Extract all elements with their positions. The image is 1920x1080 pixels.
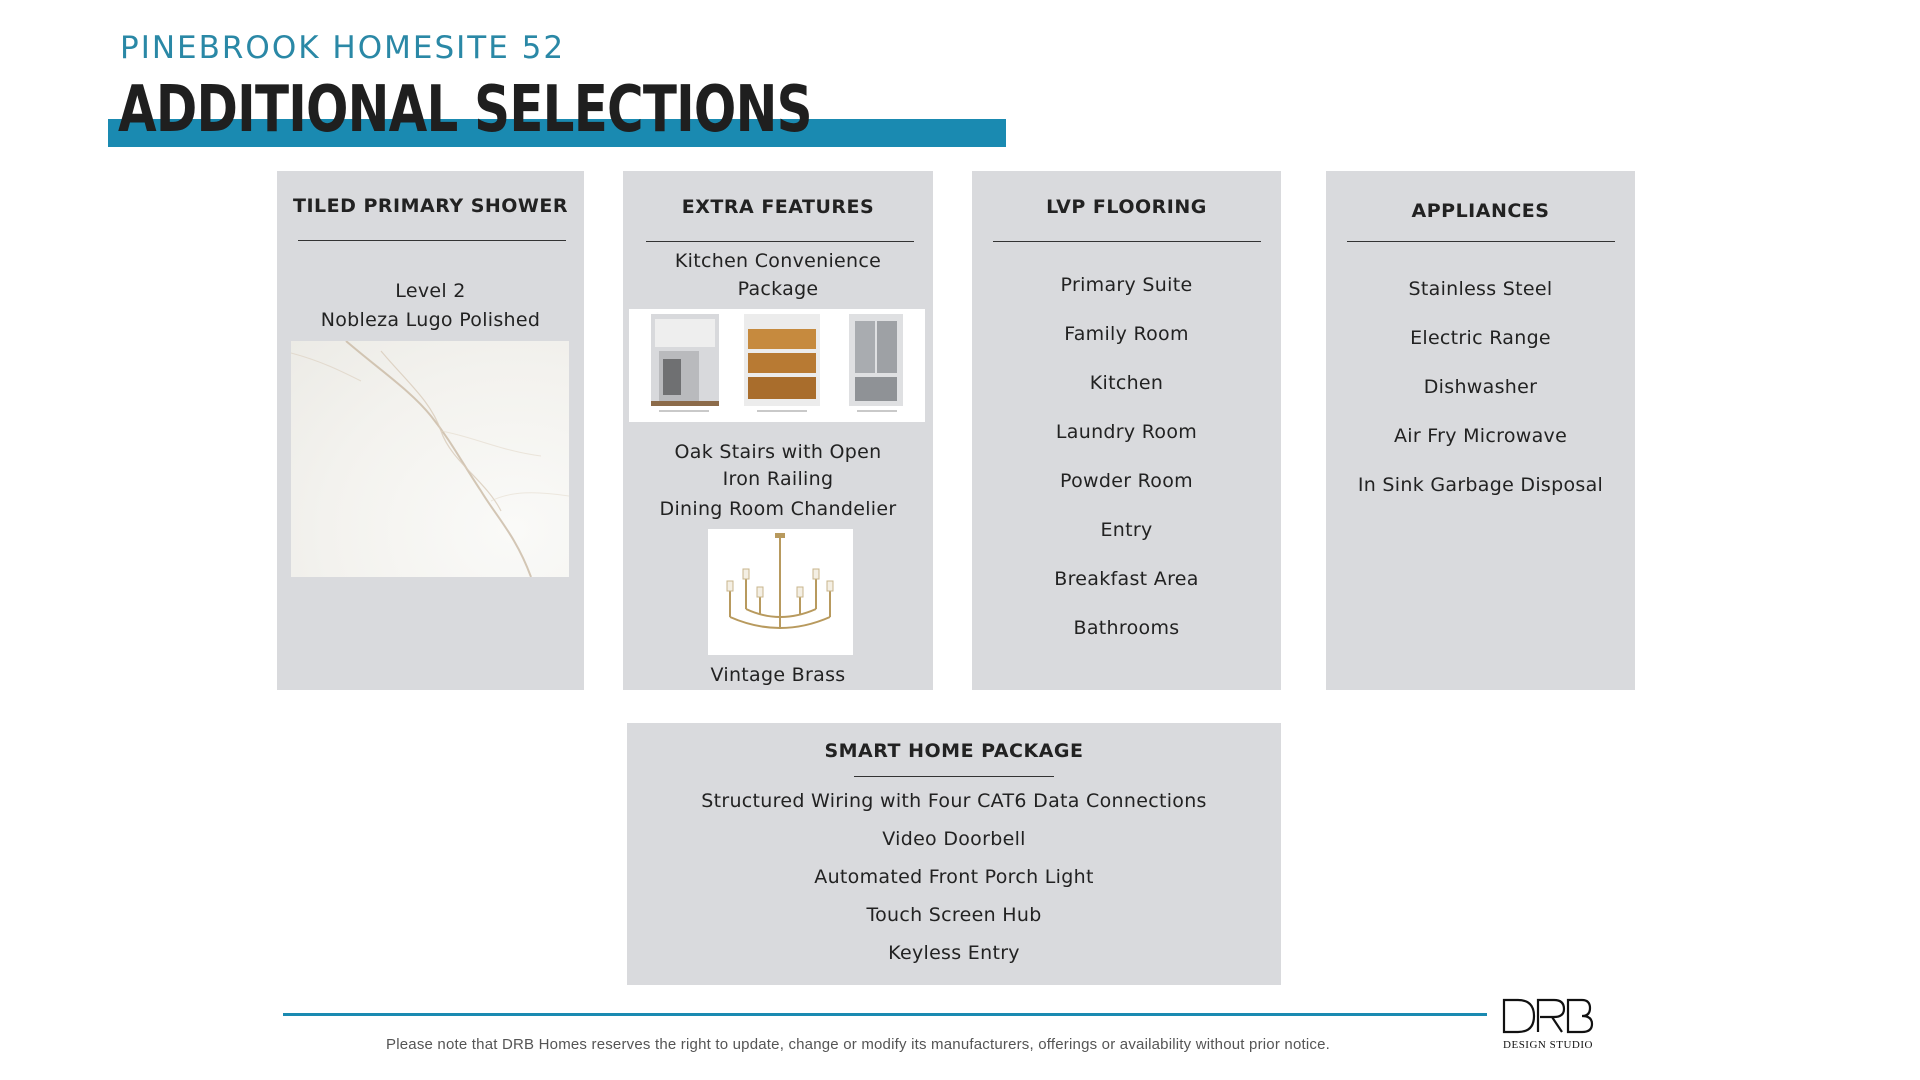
list-item: Stainless Steel bbox=[1408, 278, 1553, 300]
chandelier-label: Dining Room Chandelier bbox=[659, 498, 897, 520]
card-extra-features bbox=[623, 171, 933, 690]
list-item: Touch Screen Hub bbox=[866, 904, 1042, 926]
card-tiled-primary-shower bbox=[277, 171, 584, 690]
list-item: Breakfast Area bbox=[1054, 568, 1199, 590]
list-item: Family Room bbox=[1064, 323, 1189, 345]
list-item: Entry bbox=[1100, 519, 1153, 541]
list-item: Primary Suite bbox=[1060, 274, 1193, 296]
pull-out-shelves-image bbox=[744, 314, 820, 406]
list-item: Video Doorbell bbox=[882, 828, 1026, 850]
card-heading: LVP FLOORING bbox=[1046, 196, 1207, 218]
stairs-line1: Oak Stairs with Open bbox=[674, 441, 882, 463]
list-item: Kitchen bbox=[1089, 372, 1164, 394]
list-item: Powder Room bbox=[1060, 470, 1193, 492]
card-heading: TILED PRIMARY SHOWER bbox=[292, 195, 568, 217]
chandelier-image bbox=[708, 529, 853, 655]
kitchen-package-images bbox=[629, 309, 925, 422]
list-item: Automated Front Porch Light bbox=[814, 866, 1094, 888]
card-divider bbox=[854, 776, 1054, 777]
page-title: ADDITIONAL SELECTIONS bbox=[118, 73, 812, 147]
shower-level: Level 2 bbox=[395, 280, 466, 302]
pull-out-trash-image bbox=[651, 314, 719, 406]
footer-divider bbox=[283, 1013, 1487, 1016]
marble-tile-image bbox=[291, 341, 569, 577]
card-heading: APPLIANCES bbox=[1411, 200, 1550, 222]
shower-material: Nobleza Lugo Polished bbox=[320, 309, 541, 331]
card-divider bbox=[298, 240, 566, 241]
card-heading: EXTRA FEATURES bbox=[681, 196, 875, 218]
list-item: Structured Wiring with Four CAT6 Data Connections bbox=[701, 790, 1207, 812]
list-item: Air Fry Microwave bbox=[1393, 425, 1568, 447]
list-item: Dishwasher bbox=[1423, 376, 1538, 398]
card-smart-home-package bbox=[627, 723, 1281, 985]
chandelier-finish: Vintage Brass bbox=[710, 664, 846, 686]
french-door-fridge-image bbox=[849, 314, 903, 406]
list-item: Electric Range bbox=[1410, 327, 1551, 349]
page-subtitle: PINEBROOK HOMESITE 52 bbox=[120, 30, 566, 66]
list-item: Keyless Entry bbox=[888, 942, 1020, 964]
footer-disclaimer: Please note that DRB Homes reserves the right to update, change or modify its manufacturers, offerings or availability without prior notice. bbox=[386, 1036, 1331, 1053]
card-divider bbox=[993, 241, 1261, 242]
kitchen-package-line1: Kitchen Convenience bbox=[674, 250, 882, 272]
kitchen-package-line2: Package bbox=[737, 278, 819, 300]
list-item: Bathrooms bbox=[1073, 617, 1180, 639]
card-lvp-flooring bbox=[972, 171, 1281, 690]
card-divider bbox=[1347, 241, 1615, 242]
card-divider bbox=[646, 241, 914, 242]
list-item: In Sink Garbage Disposal bbox=[1357, 474, 1604, 496]
stairs-line2: Iron Railing bbox=[722, 468, 834, 490]
card-heading: SMART HOME PACKAGE bbox=[824, 740, 1084, 762]
card-appliances bbox=[1326, 171, 1635, 690]
logo-subtitle: DESIGN STUDIO bbox=[1503, 1039, 1593, 1051]
list-item: Laundry Room bbox=[1055, 421, 1198, 443]
